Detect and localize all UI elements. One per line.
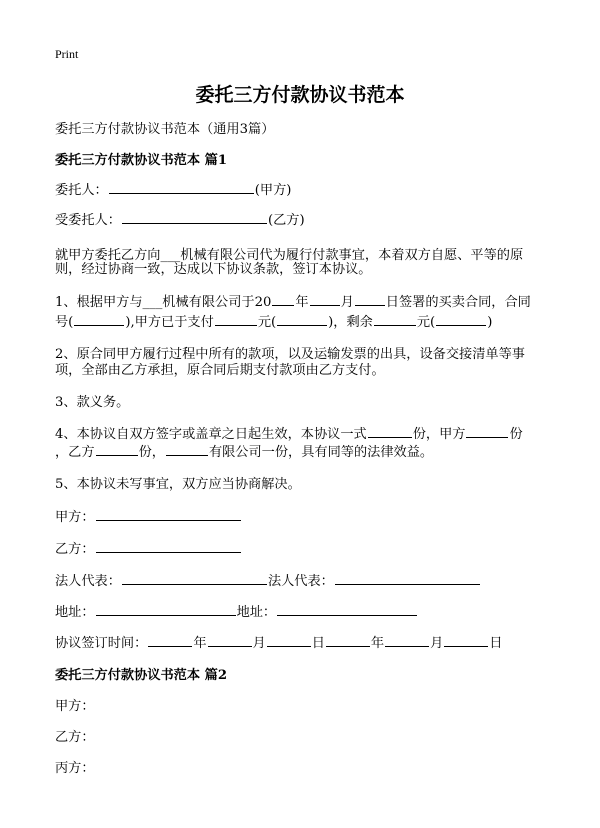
sign-party-b-line bbox=[55, 537, 555, 563]
trustee-blank bbox=[122, 209, 267, 224]
clause1-month: 月 bbox=[340, 295, 354, 310]
date-day-blank-1 bbox=[267, 632, 311, 647]
print-link[interactable]: Print bbox=[55, 47, 79, 61]
party-b-copies-blank bbox=[96, 441, 138, 456]
client-label: 委托人： bbox=[55, 183, 108, 198]
section2-party-a: 甲方： bbox=[55, 699, 95, 714]
legal-rep-label-2: 法人代表： bbox=[267, 574, 334, 589]
clause1-text-a: 1、根据甲方与___机械有限公司于20 bbox=[55, 295, 272, 310]
section2-party-b: 乙方： bbox=[55, 730, 95, 745]
remaining-amount-blank bbox=[374, 311, 416, 326]
address-blank-2 bbox=[277, 601, 417, 616]
address-line bbox=[55, 600, 555, 626]
clause5: 5、本协议未写事宜，双方应当协商解决。 bbox=[55, 477, 301, 492]
clause1-yuan-2: 元( bbox=[416, 315, 436, 330]
clause4-copies: 份 bbox=[509, 427, 523, 442]
clause2-line1: 2、原合同甲方履行过程中所有的款项，以及运输发票的出具，设备交接清单等事 bbox=[55, 347, 525, 362]
sign-party-a-label: 甲方： bbox=[55, 510, 95, 525]
legal-rep-blank bbox=[122, 570, 267, 585]
date-month-1: 月 bbox=[252, 636, 266, 651]
document-title: 委托三方付款协议书范本 bbox=[195, 84, 405, 106]
clause1-line2 bbox=[55, 310, 555, 336]
clause4-copies-2: 份， bbox=[138, 445, 165, 460]
month-blank bbox=[310, 291, 340, 306]
intro-line-1: 就甲方委托乙方向___机械有限公司代为履行付款事宜，本着双方自愿、平等的原 bbox=[55, 248, 524, 263]
paid-amount-words-blank bbox=[277, 311, 327, 326]
address-label-2: 地址： bbox=[236, 605, 277, 620]
party-a-copies-blank bbox=[466, 423, 508, 438]
clause3: 3、款义务。 bbox=[55, 395, 130, 410]
date-year-2: 年 bbox=[370, 636, 385, 651]
date-month-blank-1 bbox=[208, 632, 252, 647]
remaining-amount-words-blank bbox=[436, 311, 486, 326]
clause4-party-a: 份，甲方 bbox=[412, 427, 466, 442]
sign-date-line bbox=[55, 631, 555, 657]
day-blank bbox=[355, 291, 385, 306]
party-a-tag: (甲方) bbox=[254, 183, 292, 198]
party-b-tag: (乙方) bbox=[267, 213, 305, 228]
sign-party-a-line bbox=[55, 505, 555, 531]
clause1-text-d: 日签署的买卖合同，合同 bbox=[385, 295, 531, 310]
date-year-blank-1 bbox=[148, 632, 192, 647]
intro-line-2: 则，经过协商一致，达成以下协议条款，签订本协议。 bbox=[55, 262, 372, 277]
legal-rep-line bbox=[55, 569, 555, 595]
clause1-paid-label: ),甲方已于支付 bbox=[125, 315, 214, 330]
section2-party-c: 丙方： bbox=[55, 761, 95, 776]
date-day-2: 日 bbox=[489, 636, 503, 651]
clause1-remaining-label: )，剩余 bbox=[328, 315, 373, 330]
trustee-line bbox=[55, 208, 555, 234]
legal-rep-blank-2 bbox=[335, 570, 480, 585]
clause2-line2: 项，全部由乙方承担，原合同后期支付款项由乙方支付。 bbox=[55, 363, 385, 378]
clause4-line2 bbox=[55, 440, 555, 466]
sign-party-a-blank bbox=[96, 506, 241, 521]
company-blank bbox=[166, 441, 208, 456]
clause4-text-a: 4、本协议自双方签字或盖章之日起生效，本协议一式 bbox=[55, 427, 367, 442]
clause4-party-b: ，乙方 bbox=[55, 445, 95, 460]
trustee-label: 受委托人： bbox=[55, 213, 121, 228]
sign-date-label: 协议签订时间： bbox=[55, 636, 148, 651]
date-year-blank-2 bbox=[326, 632, 370, 647]
clause1-close-paren: ) bbox=[487, 315, 493, 330]
client-blank bbox=[109, 179, 254, 194]
date-day-1: 日 bbox=[311, 636, 325, 651]
address-blank bbox=[96, 601, 236, 616]
date-month-blank-2 bbox=[385, 632, 429, 647]
clause1-year: 年 bbox=[295, 295, 309, 310]
date-day-blank-2 bbox=[444, 632, 488, 647]
legal-rep-label: 法人代表： bbox=[55, 574, 121, 589]
section1-heading: 委托三方付款协议书范本 篇1 bbox=[55, 153, 228, 168]
client-line bbox=[55, 178, 555, 204]
paid-amount-blank bbox=[215, 311, 257, 326]
clause1-contract-no-label: 号( bbox=[55, 315, 74, 330]
date-month-2: 月 bbox=[430, 636, 444, 651]
contract-no-blank bbox=[74, 311, 124, 326]
clause4-text-c: 有限公司一份，具有同等的法律效益。 bbox=[208, 445, 434, 460]
sign-party-b-blank bbox=[96, 538, 241, 553]
copies-blank bbox=[368, 423, 412, 438]
date-year-1: 年 bbox=[193, 636, 207, 651]
year-blank bbox=[272, 291, 294, 306]
section2-heading: 委托三方付款协议书范本 篇2 bbox=[55, 668, 228, 683]
sign-party-b-label: 乙方： bbox=[55, 542, 95, 557]
document-subtitle: 委托三方付款协议书范本（通用3篇） bbox=[55, 122, 275, 137]
address-label: 地址： bbox=[55, 605, 95, 620]
clause1-yuan-1: 元( bbox=[257, 315, 277, 330]
